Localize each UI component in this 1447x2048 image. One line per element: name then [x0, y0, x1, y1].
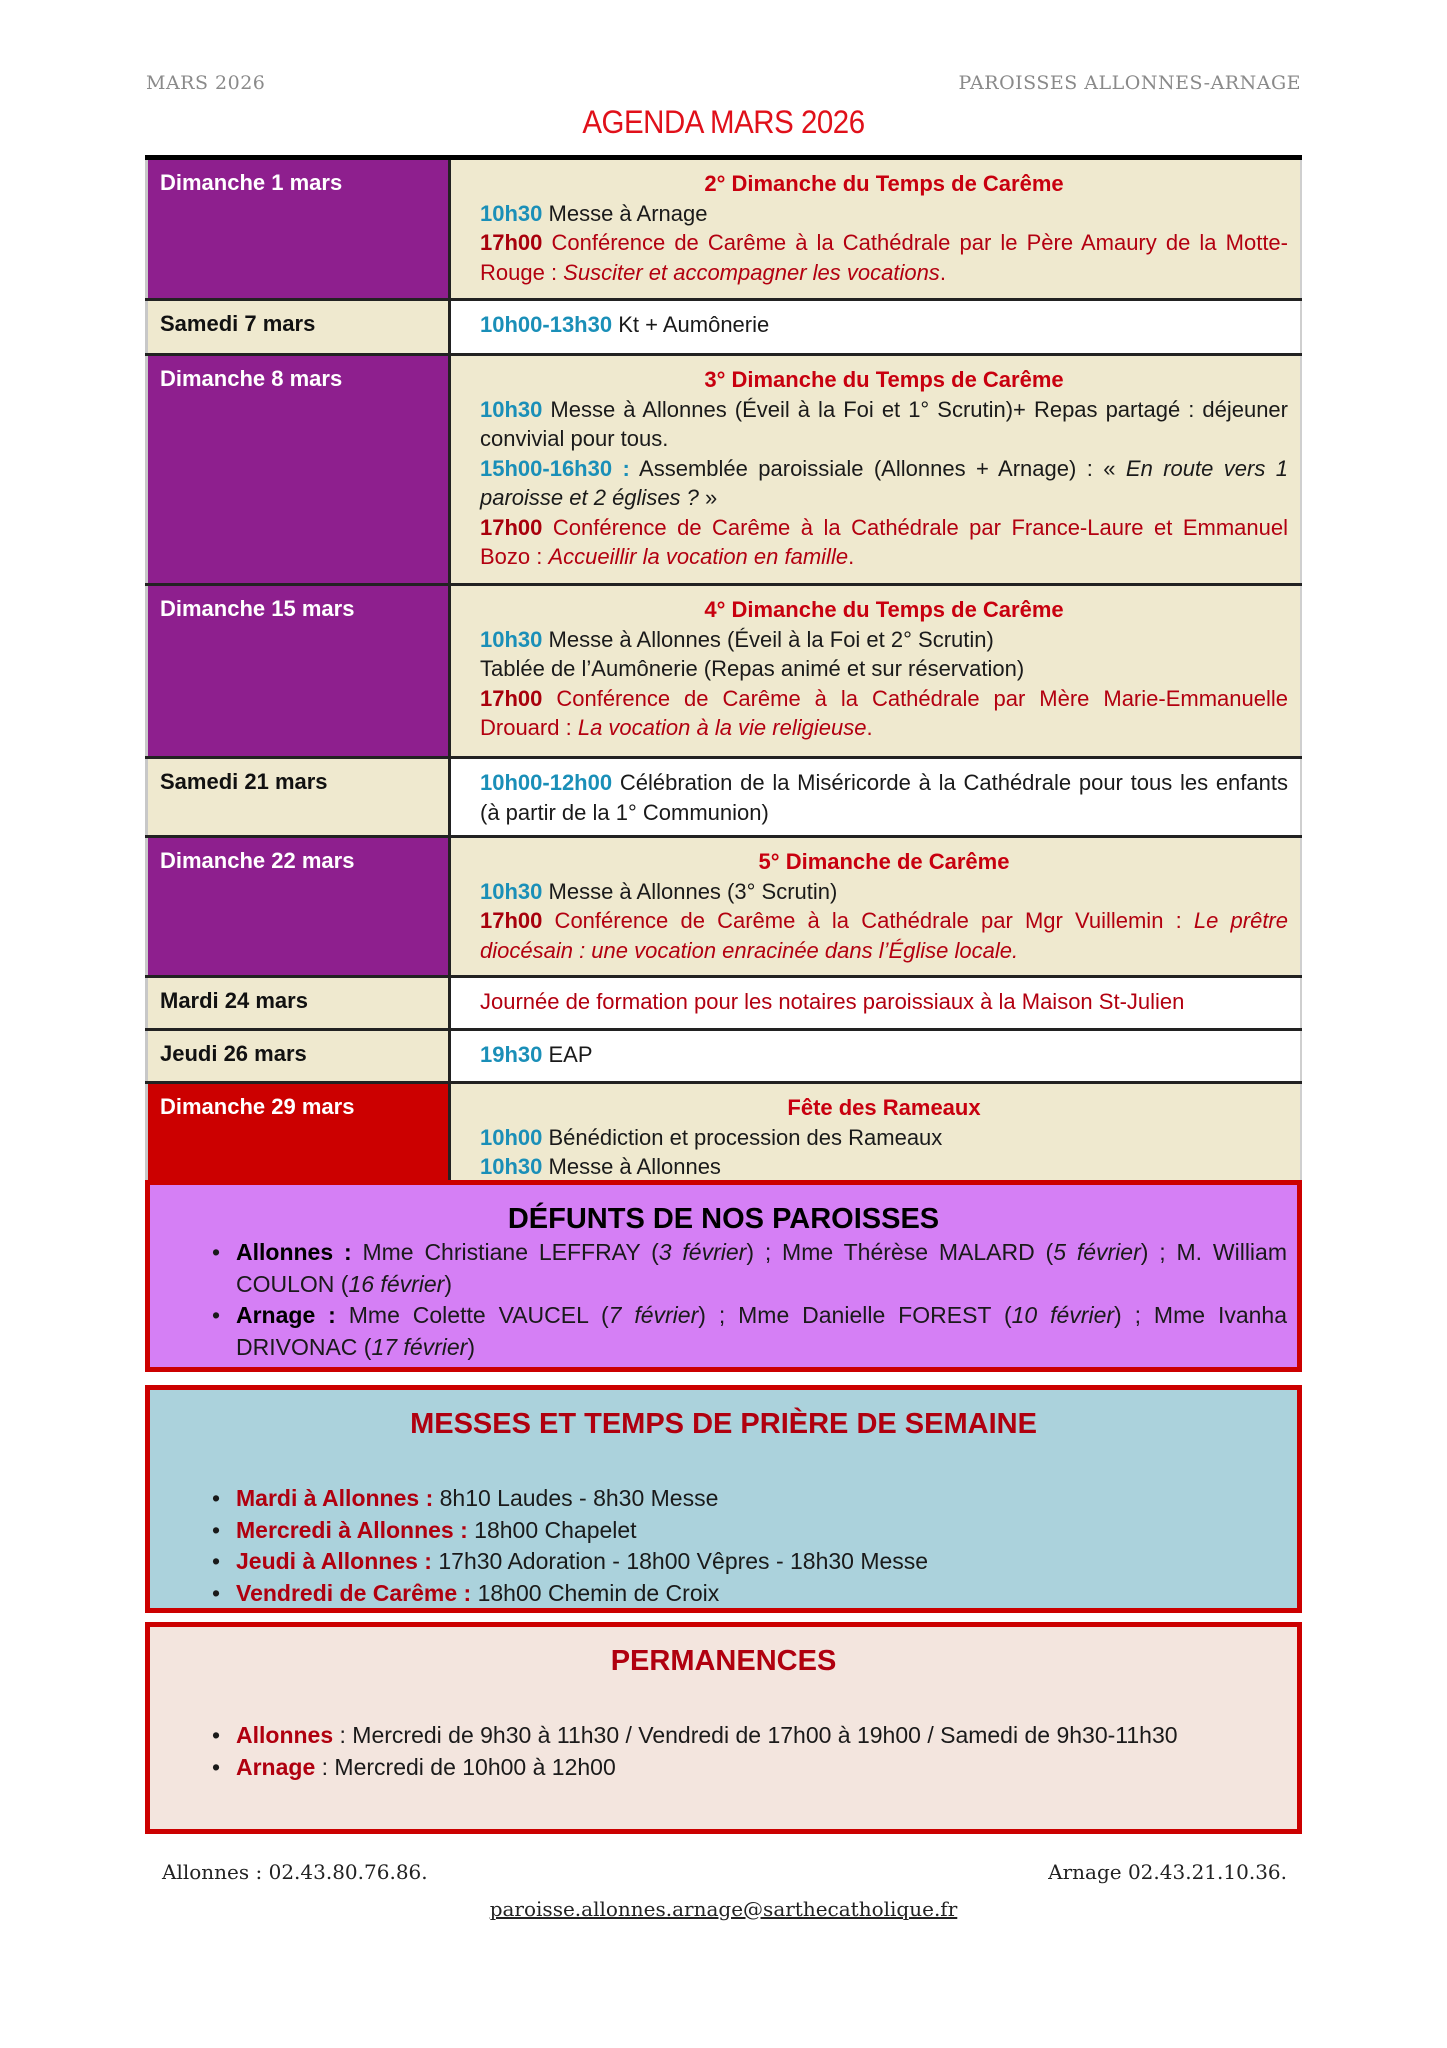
- agenda-line: [480, 228, 1288, 287]
- time: 17h00: [480, 908, 543, 933]
- agenda-line: [480, 1152, 1288, 1182]
- agenda-day: Dimanche 15 mars: [145, 586, 451, 756]
- time: 15h00-16h30 :: [480, 455, 630, 481]
- email-link[interactable]: paroisse.allonnes.arnage@sarthecatholique.fr: [489, 1897, 958, 1921]
- event-text: Conférence de Carême à la Cathédrale par le Père Amaury de la Motte-Rouge :: [480, 230, 1288, 285]
- bullet-icon: •: [212, 1753, 221, 1780]
- parish-label: Arnage :: [236, 1302, 336, 1328]
- header-month: MARS 2026: [146, 72, 266, 94]
- time: 10h30: [480, 878, 543, 904]
- weekday-masses-list: [150, 1483, 1297, 1609]
- time: 10h30: [480, 396, 543, 422]
- bullet-icon: •: [212, 1302, 221, 1328]
- punctuation: .: [848, 544, 855, 569]
- deceased-text: ) ; M. William COULON (: [236, 1239, 1287, 1297]
- agenda-day: Mardi 24 mars: [145, 978, 451, 1028]
- agenda-line: [480, 625, 1288, 655]
- deceased-text: ) ; Mme Thérèse MALARD (: [746, 1239, 1054, 1265]
- date: 10 février: [1011, 1302, 1115, 1328]
- parish-label: Arnage: [236, 1753, 316, 1780]
- agenda-line: [480, 513, 1288, 572]
- event-text: Bénédiction et procession des Rameaux: [542, 1124, 943, 1150]
- agenda-line: [480, 768, 1288, 827]
- permanences-list: [150, 1720, 1297, 1783]
- punctuation: »: [698, 485, 718, 510]
- event-text: Assemblée paroissiale (Allonnes + Arnage) : «: [629, 455, 1126, 481]
- bullet-icon: •: [212, 1722, 221, 1748]
- bullet-icon: •: [212, 1548, 221, 1574]
- permanences-box: [145, 1622, 1302, 1834]
- schedule-text: 17h30 Adoration - 18h00 Vêpres - 18h30 Messe: [431, 1548, 929, 1574]
- date: 3 février: [658, 1239, 747, 1265]
- weekday-mass-item: [150, 1578, 1297, 1610]
- defunts-item: [150, 1237, 1297, 1300]
- agenda-content: [451, 838, 1302, 975]
- event-text: Messe à Arnage: [542, 200, 708, 226]
- agenda-line: [480, 684, 1288, 743]
- deceased-text: ) ; Mme Danielle FOREST (: [698, 1302, 1012, 1328]
- time: 10h30: [480, 200, 543, 226]
- event-text: Messe à Allonnes (Éveil à la Foi et 1° Scrutin)+ Repas partagé : déjeuner convivial pour tous.: [480, 396, 1288, 451]
- conference-theme: La vocation à la vie religieuse: [577, 715, 867, 740]
- defunts-item: [150, 1300, 1297, 1363]
- permanence-item: [150, 1720, 1297, 1752]
- agenda-line: [480, 199, 1288, 229]
- agenda-line: [480, 906, 1288, 965]
- defunts-list: [150, 1237, 1297, 1363]
- agenda-line: [480, 877, 1288, 907]
- schedule-text: 8h10 Laudes - 8h30 Messe: [433, 1485, 719, 1511]
- deceased-text: ): [467, 1333, 475, 1360]
- punctuation: .: [866, 715, 873, 740]
- weekday-mass-item: [150, 1483, 1297, 1515]
- bullet-icon: •: [212, 1239, 221, 1265]
- time: 10h30: [480, 626, 543, 652]
- agenda-row: [145, 301, 1302, 356]
- agenda-row: [145, 586, 1302, 759]
- email-footer: [0, 1897, 1447, 1921]
- agenda-line: [480, 987, 1288, 1017]
- event-text: Célébration de la Miséricorde à la Cathédrale pour tous les enfants (à partir de la 1° Communion): [480, 770, 1288, 825]
- agenda-row: [145, 356, 1302, 586]
- agenda-content: [451, 978, 1302, 1028]
- defunts-title: DÉFUNTS DE NOS PAROISSES: [507, 1203, 940, 1235]
- bullet-icon: •: [212, 1485, 221, 1511]
- liturgical-title: 4° Dimanche du Temps de Carême: [704, 597, 1064, 622]
- defunts-box: [145, 1180, 1302, 1372]
- agenda-day: Samedi 7 mars: [145, 301, 451, 353]
- agenda-row: [145, 759, 1302, 838]
- event-text: Messe à Allonnes (3° Scrutin): [542, 878, 838, 904]
- agenda-row: [145, 160, 1302, 301]
- agenda-line: [480, 1123, 1288, 1153]
- agenda-row: [145, 838, 1302, 978]
- event-text: Conférence de Carême à la Cathédrale par Mgr Vuillemin :: [542, 908, 1194, 933]
- punctuation: .: [939, 259, 946, 285]
- agenda-day: Dimanche 1 mars: [145, 160, 451, 298]
- hours-text: : Mercredi de 10h00 à 12h00: [315, 1753, 616, 1780]
- permanence-item: [150, 1752, 1297, 1784]
- hours-text: : Mercredi de 9h30 à 11h30 / Vendredi de 17h00 à 19h00 / Samedi de 9h30-11h30: [333, 1722, 1178, 1748]
- day-label: Vendredi de Carême :: [236, 1579, 472, 1606]
- event-text: Kt + Aumônerie: [612, 312, 770, 337]
- event-text: Conférence de Carême à la Cathédrale par Mère Marie-Emmanuelle Drouard :: [480, 685, 1288, 740]
- bullet-icon: •: [212, 1579, 221, 1606]
- schedule-text: 18h00 Chemin de Croix: [471, 1579, 720, 1606]
- agenda-table: [145, 155, 1302, 1197]
- date: 5 février: [1053, 1239, 1141, 1265]
- parish-label: Allonnes: [236, 1722, 334, 1748]
- agenda-content: [451, 759, 1302, 835]
- date: 16 février: [348, 1270, 445, 1297]
- event-text: EAP: [542, 1042, 593, 1067]
- date: 17 février: [371, 1333, 468, 1360]
- liturgical-title: 3° Dimanche du Temps de Carême: [704, 367, 1064, 392]
- parish-label: Allonnes :: [236, 1239, 352, 1265]
- time: 10h30: [480, 1154, 543, 1179]
- event-text: Journée de formation pour les notaires paroissiaux à la Maison St-Julien: [480, 989, 1185, 1014]
- arnage-phone: Arnage 02.43.21.10.36.: [1048, 1860, 1287, 1884]
- deceased-text: ) ; Mme Ivanha DRIVONAC (: [236, 1302, 1287, 1360]
- agenda-line: [480, 310, 1288, 340]
- page-title: AGENDA MARS 2026: [582, 104, 865, 140]
- time: 10h00-12h00: [480, 770, 613, 795]
- liturgical-title: 5° Dimanche de Carême: [758, 849, 1010, 874]
- agenda-day: Dimanche 8 mars: [145, 356, 451, 583]
- day-label: Mercredi à Allonnes :: [236, 1516, 468, 1543]
- weekday-mass-item: [150, 1515, 1297, 1547]
- agenda-day: Jeudi 26 mars: [145, 1031, 451, 1081]
- agenda-content: [451, 301, 1302, 353]
- conference-theme: Susciter et accompagner les vocations: [563, 259, 940, 285]
- time: 19h30: [480, 1042, 543, 1067]
- date: 7 février: [608, 1302, 699, 1328]
- conference-theme: Le prêtre diocésain : une vocation enracinée dans l’Église locale.: [480, 908, 1288, 963]
- event-text: Messe à Allonnes (Éveil à la Foi et 2° Scrutin): [542, 626, 994, 652]
- agenda-content: [451, 1084, 1302, 1194]
- time: 17h00: [480, 230, 543, 255]
- liturgical-title: 2° Dimanche du Temps de Carême: [704, 171, 1064, 196]
- time: 17h00: [480, 514, 543, 540]
- agenda-day: Dimanche 29 mars: [145, 1084, 451, 1194]
- event-text: Messe à Allonnes: [542, 1154, 721, 1179]
- liturgical-title: Fête des Rameaux: [787, 1095, 981, 1120]
- agenda-content: [451, 586, 1302, 756]
- bullet-icon: •: [212, 1516, 221, 1543]
- agenda-content: [451, 1031, 1302, 1081]
- schedule-text: 18h00 Chapelet: [467, 1516, 637, 1543]
- weekday-masses-title: MESSES ET TEMPS DE PRIÈRE DE SEMAINE: [410, 1408, 1037, 1440]
- weekday-mass-item: [150, 1546, 1297, 1578]
- event-text: Tablée de l’Aumônerie (Repas animé et sur réservation): [480, 656, 1025, 681]
- permanences-title: PERMANENCES: [610, 1645, 837, 1677]
- event-text: Conférence de Carême à la Cathédrale par France-Laure et Emmanuel Bozo :: [480, 514, 1288, 569]
- allonnes-phone: Allonnes : 02.43.80.76.86.: [162, 1860, 428, 1884]
- agenda-content: [451, 356, 1302, 583]
- deceased-text: Mme Colette VAUCEL (: [335, 1302, 609, 1328]
- deceased-text: Mme Christiane LEFFRAY (: [351, 1239, 659, 1265]
- assembly-theme: En route vers 1 paroisse et 2 églises ?: [480, 455, 1288, 510]
- agenda-line: [480, 1040, 1288, 1070]
- time: 10h00-13h30: [480, 312, 613, 337]
- deceased-text: ): [444, 1270, 452, 1297]
- agenda-row: [145, 978, 1302, 1031]
- time: 17h00: [480, 685, 543, 711]
- time: 10h00: [480, 1124, 543, 1150]
- day-label: Mardi à Allonnes :: [236, 1485, 434, 1511]
- agenda-content: [451, 160, 1302, 298]
- agenda-day: Dimanche 22 mars: [145, 838, 451, 975]
- day-label: Jeudi à Allonnes :: [236, 1548, 432, 1574]
- agenda-day: Samedi 21 mars: [145, 759, 451, 835]
- weekday-masses-box: [145, 1385, 1302, 1613]
- agenda-line: [480, 654, 1288, 684]
- agenda-row: [145, 1031, 1302, 1084]
- agenda-line: [480, 454, 1288, 513]
- agenda-line: [480, 395, 1288, 454]
- conference-theme: Accueillir la vocation en famille: [548, 544, 849, 569]
- header-parishes: PAROISSES ALLONNES-ARNAGE: [958, 72, 1301, 94]
